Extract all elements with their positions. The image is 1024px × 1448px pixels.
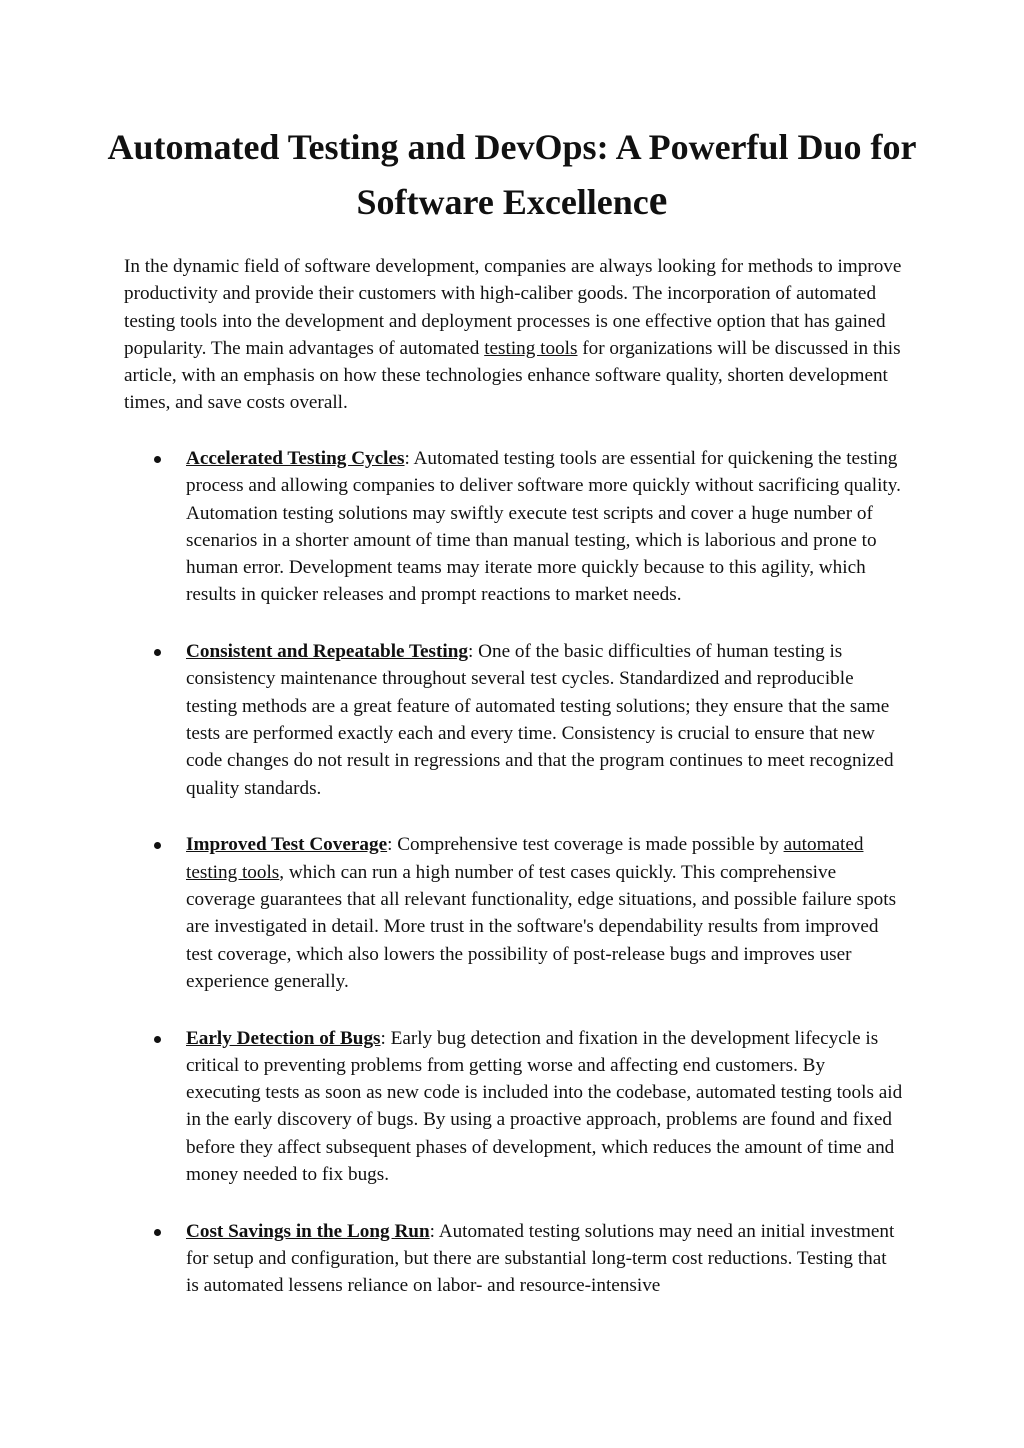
- automated-testing-tools-link[interactable]: automated testing tools: [186, 834, 864, 883]
- title-text: Automated Testing and DevOps: A Powerful Duo for Software Excellenc: [107, 127, 917, 222]
- title-last-letter: e: [648, 178, 668, 224]
- benefits-list: [124, 445, 904, 1329]
- page-title: [100, 120, 924, 229]
- intro-text-end: for organizations will be discussed in this article, with an emphasis on how these technologies enhance software quality, shorten development times, and save costs overall.: [124, 337, 901, 414]
- bullet-icon: [154, 842, 161, 849]
- list-item-accelerated-testing: [124, 445, 904, 609]
- bullet-icon: [154, 456, 161, 463]
- list-item-early-detection: [124, 1025, 904, 1189]
- intro-paragraph: [124, 253, 904, 417]
- bullet-text: : Early bug detection and fixation in the development lifecycle is critical to preventing problems from getting worse and affecting end customers. By executing tests as soon as new code is included into the codebase, automated testing tools aid in the early discovery of bugs. By using a proactive approach, problems are found and fixed before they affect subsequent phases of development, which reduces the amount of time and money needed to fix bugs.: [186, 1027, 903, 1185]
- bullet-icon: [154, 649, 161, 656]
- bullet-heading[interactable]: Improved Test Coverage: [186, 834, 388, 856]
- bullet-text: : Automated testing tools are essential for quickening the testing process and allowing companies to deliver software more quickly without sacrificing quality. Automation testing solutions may swiftly execute test scripts and cover a huge number of scenarios in a shorter amount of time than manual testing, which is laborious and prone to human error. Development teams may iterate more quickly because to this agility, which results in quicker releases and prompt reactions to market needs.: [186, 448, 901, 606]
- bullet-heading[interactable]: Cost Savings in the Long Run: [186, 1220, 430, 1242]
- bullet-icon: [154, 1229, 161, 1236]
- bullet-heading[interactable]: Consistent and Repeatable Testing: [186, 641, 468, 663]
- testing-tools-link[interactable]: testing tools: [484, 337, 578, 359]
- bullet-heading[interactable]: Accelerated Testing Cycles: [186, 448, 405, 469]
- bullet-text: , which can run a high number of test cases quickly. This comprehensive coverage guarantees that all relevant functionality, edge situations, and possible failure spots are investigated in detail. More trust in the software's dependability results from improved test coverage, which also lowers the possibility of post-release bugs and improves user experience generally.: [186, 861, 897, 992]
- bullet-text: : Automated testing solutions may need an initial investment for setup and configuration, but there are substantial long-term cost reductions. Testing that is automated lessens reliance on labor- and resource-intensive: [186, 1220, 895, 1297]
- list-item-consistent-testing: [124, 638, 904, 802]
- bullet-heading[interactable]: Early Detection of Bugs: [186, 1027, 381, 1049]
- intro-text-start: In the dynamic field of software development, companies are always looking for methods to improve productivity and provide their customers with high-caliber goods. The incorporation of automated testing tools into the development and deployment processes is one effective option that has gained popularity. The main advantages of automated: [124, 256, 902, 359]
- bullet-text-intro: : Comprehensive test coverage is made possible by: [387, 834, 784, 856]
- list-item-cost-savings: [124, 1218, 904, 1300]
- bullet-text: : One of the basic difficulties of human testing is consistency maintenance throughout several test cycles. Standardized and reproducible testing methods are a great feature of automated testing solutions; they ensure that the same tests are performed exactly each and every time. Consistency is crucial to ensure that new code changes do not result in regressions and that the program continues to meet recognized quality standards.: [186, 641, 894, 799]
- list-item-test-coverage: [124, 831, 904, 995]
- bullet-icon: [154, 1036, 161, 1043]
